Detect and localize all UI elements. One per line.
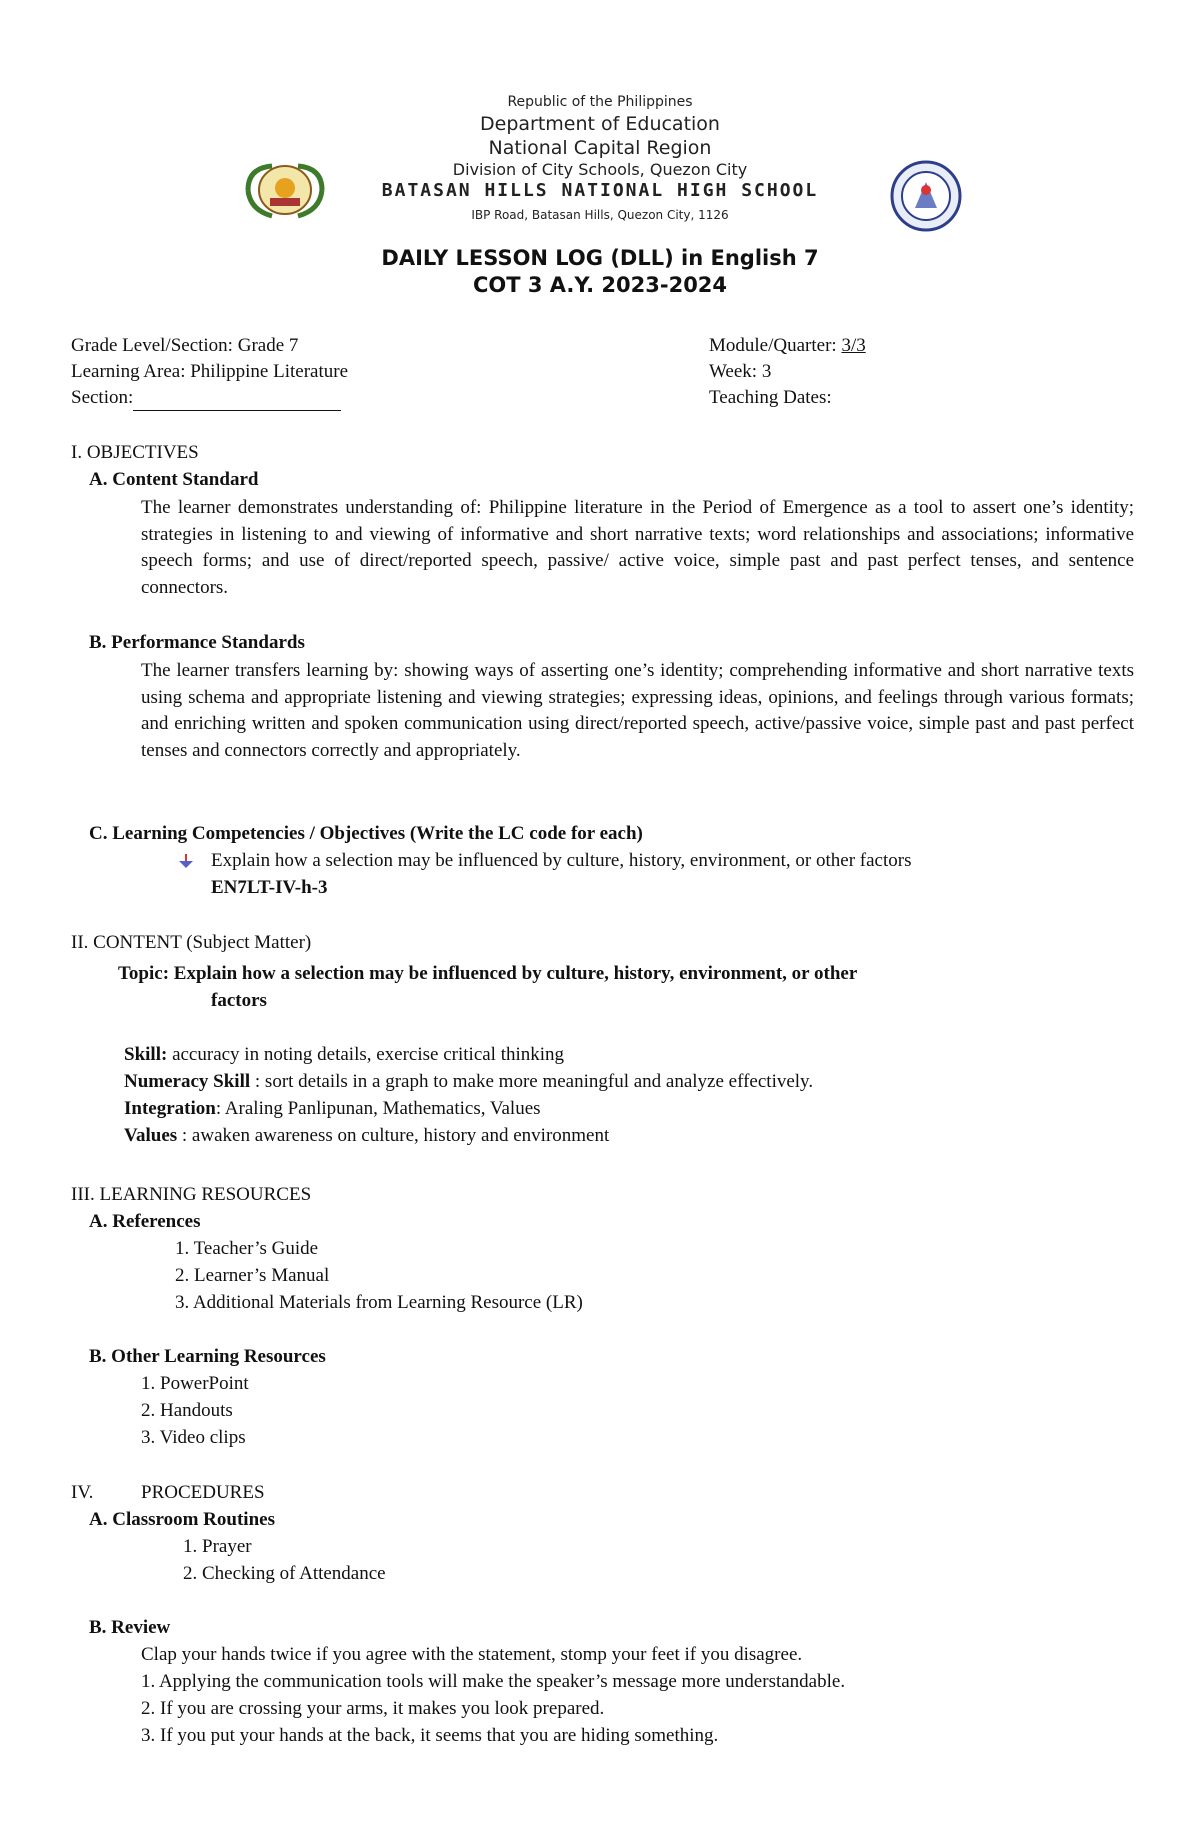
header-division: Division of City Schools, Quezon City	[452, 160, 748, 179]
performance-standards-text: The learner transfers learning by: showing ways of asserting one’s identity; comprehending informative and short narrative texts using schema and appropriate listening and viewing strategies; expressing ideas, opinions, and feelings through various formats; and enriching written and spoken communication using direct/reported speech, active/passive voice, simple past and past perfect tenses and connectors correctly and appropriately.	[141, 660, 1134, 761]
grade-level-line	[71, 333, 298, 359]
routine-item: 2. Checking of Attendance	[183, 1563, 386, 1584]
classroom-routines-heading: A. Classroom Routines	[89, 1509, 275, 1530]
reference-item: 1. Teacher’s Guide	[175, 1238, 319, 1259]
topic-line-1	[118, 961, 857, 987]
module-value: 3/3	[841, 335, 866, 356]
topic-line-2: factors	[211, 990, 267, 1011]
section-blank	[133, 392, 341, 411]
skill-label: Skill:	[124, 1044, 168, 1065]
week-value: 3	[761, 361, 772, 382]
competency-code: EN7LT-IV-h-3	[211, 877, 328, 898]
review-item: 2. If you are crossing your arms, it makes you look prepared.	[141, 1698, 605, 1719]
values-line	[124, 1123, 609, 1149]
performance-standards-heading: B. Performance Standards	[89, 632, 305, 653]
values-label: Values	[124, 1125, 178, 1146]
module-label: Module/Quarter:	[709, 335, 842, 356]
content-heading: II. CONTENT (Subject Matter)	[71, 932, 312, 953]
learning-resources-heading: III. LEARNING RESOURCES	[71, 1184, 312, 1205]
review-item: 1. Applying the communication tools will make the speaker’s message more understandable.	[141, 1671, 846, 1692]
section-label: Section:	[71, 387, 134, 408]
procedures-heading: PROCEDURES	[141, 1482, 265, 1503]
section-line	[71, 385, 341, 411]
arrow-bullet-icon	[177, 853, 195, 869]
header-address: IBP Road, Batasan Hills, Quezon City, 1126	[471, 208, 729, 222]
review-intro: Clap your hands twice if you agree with the statement, stomp your feet if you disagree.	[141, 1644, 803, 1665]
header-department: Department of Education	[480, 113, 720, 135]
content-standard-text: The learner demonstrates understanding of: Philippine literature in the Period of Emergence as a tool to assert one’s identity; strategies in listening to and viewing of informative and short narrative texts; word relationships and associations; informative speech forms; and use of direct/reported speech, passive/ active voice, simple past and past perfect tenses, and sentence connectors.	[141, 497, 1134, 598]
procedures-heading-number: IV.	[71, 1482, 94, 1503]
document-subtitle: COT 3 A.Y. 2023-2024	[472, 273, 728, 297]
numeracy-skill-line	[124, 1069, 813, 1095]
area-value: Philippine Literature	[190, 361, 348, 382]
topic-label: Topic:	[118, 963, 170, 984]
learning-area-line	[71, 359, 348, 385]
module-quarter-line	[709, 333, 866, 359]
numeracy-label: Numeracy Skill	[124, 1071, 251, 1092]
header-region: National Capital Region	[488, 137, 712, 159]
routine-item: 1. Prayer	[183, 1536, 252, 1557]
other-resource-item: 3. Video clips	[141, 1427, 246, 1448]
review-item: 3. If you put your hands at the back, it seems that you are hiding something.	[141, 1725, 719, 1746]
numeracy-value: : sort details in a graph to make more meaningful and analyze effectively.	[250, 1071, 814, 1092]
week-line	[709, 359, 771, 385]
objectives-heading: I. OBJECTIVES	[71, 442, 199, 463]
grade-label: Grade Level/Section:	[71, 335, 238, 356]
integration-line	[124, 1096, 541, 1122]
competencies-heading: C. Learning Competencies / Objectives (Write the LC code for each)	[89, 823, 643, 844]
other-resources-heading: B. Other Learning Resources	[89, 1346, 326, 1367]
school-seal-logo	[242, 160, 328, 220]
area-label: Learning Area:	[71, 361, 191, 382]
content-standard-heading: A. Content Standard	[89, 469, 259, 490]
teaching-dates-line: Teaching Dates:	[709, 387, 832, 408]
skill-value: accuracy in noting details, exercise critical thinking	[167, 1044, 565, 1065]
other-resource-item: 2. Handouts	[141, 1400, 233, 1421]
header-republic: Republic of the Philippines	[507, 94, 693, 110]
other-resource-item: 1. PowerPoint	[141, 1373, 249, 1394]
reference-item: 2. Learner’s Manual	[175, 1265, 330, 1286]
grade-value: Grade 7	[237, 335, 299, 356]
reference-item: 3. Additional Materials from Learning Resource (LR)	[175, 1292, 583, 1313]
header-school-name: BATASAN HILLS NATIONAL HIGH SCHOOL	[381, 180, 819, 201]
skill-line	[124, 1042, 564, 1068]
values-value: : awaken awareness on culture, history and environment	[177, 1125, 610, 1146]
document-title: DAILY LESSON LOG (DLL) in English 7	[381, 246, 819, 270]
integration-label: Integration	[124, 1098, 216, 1119]
references-heading: A. References	[89, 1211, 201, 1232]
integration-value: : Araling Panlipunan, Mathematics, Values	[215, 1098, 541, 1119]
deped-seal-logo	[887, 160, 965, 232]
topic-text: Explain how a selection may be influenced by culture, history, environment, or other	[173, 963, 858, 984]
week-label: Week:	[709, 361, 762, 382]
competency-item: Explain how a selection may be influenced by culture, history, environment, or other factors	[211, 850, 912, 871]
review-heading: B. Review	[89, 1617, 171, 1638]
